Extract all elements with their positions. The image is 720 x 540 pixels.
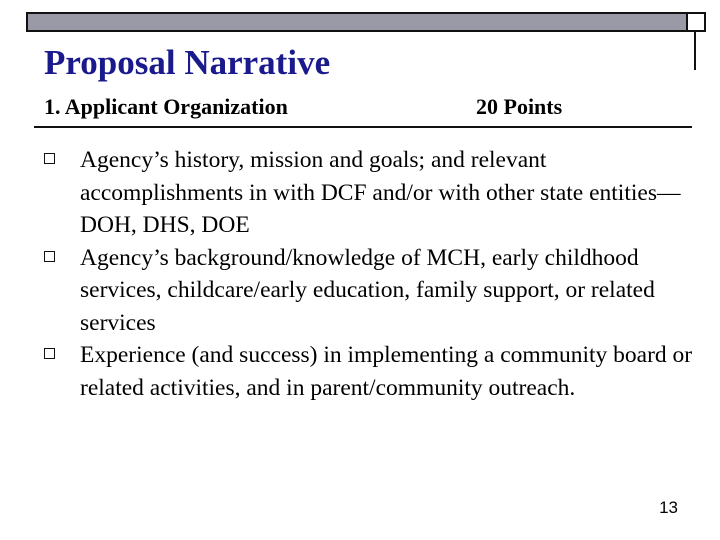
section-points: 20 Points <box>476 94 563 119</box>
bullet-item <box>44 144 694 242</box>
decorative-header-square <box>686 12 706 32</box>
slide-title: Proposal Narrative <box>44 43 331 82</box>
bullet-item <box>44 339 694 404</box>
decorative-header-bar <box>26 12 692 32</box>
square-outline-bullet-icon <box>44 153 55 164</box>
bullet-text: Agency’s history, mission and goals; and relevant accomplishments in with DCF and/or with other state entities—DOH, DHS, DOE <box>80 147 681 238</box>
decorative-vertical-line <box>694 32 696 70</box>
bullet-item <box>44 242 694 340</box>
heading-divider <box>34 126 692 128</box>
bullet-text: Experience (and success) in implementing a community board or related activities, and in parent/community outreach. <box>80 342 693 401</box>
section-heading-row <box>44 92 684 126</box>
bullet-text: Agency’s background/knowledge of MCH, early childhood services, childcare/early education, family support, or related services <box>80 244 655 336</box>
bullet-list <box>44 144 694 404</box>
page-number: 13 <box>659 498 678 517</box>
square-outline-bullet-icon <box>44 251 55 262</box>
section-heading: 1. Applicant Organization <box>44 94 288 119</box>
square-outline-bullet-icon <box>44 348 55 359</box>
